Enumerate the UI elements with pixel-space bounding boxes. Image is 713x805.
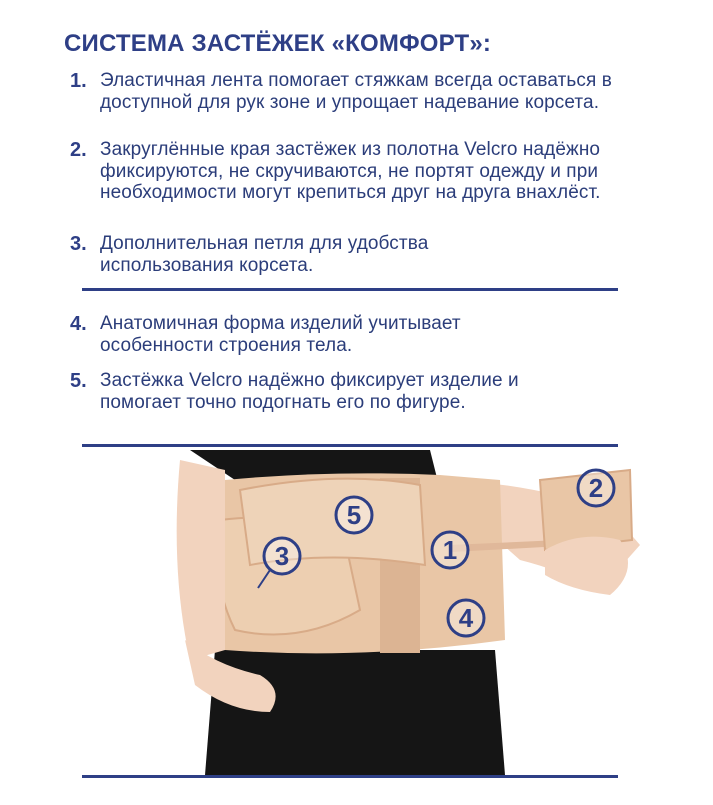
photo-bottom-divider bbox=[82, 775, 618, 778]
feature-item-5 bbox=[70, 370, 690, 413]
left-arm bbox=[177, 460, 225, 660]
feature-text: Эластичная лента помогает стяжкам всегда оставаться в доступной для рук зоне и упрощает надевание корсета. bbox=[100, 70, 612, 113]
marker-4 bbox=[448, 600, 484, 636]
page-title: СИСТЕМА ЗАСТЁЖЕК «КОМФОРТ»: bbox=[64, 30, 492, 57]
feature-item-3 bbox=[70, 233, 690, 276]
feature-number: 2. bbox=[70, 139, 87, 161]
feature-item-2 bbox=[70, 139, 690, 204]
marker-label: 2 bbox=[588, 473, 604, 503]
marker-label: 5 bbox=[346, 500, 362, 530]
feature-number: 5. bbox=[70, 370, 87, 392]
marker-label: 4 bbox=[458, 603, 474, 633]
right-hand bbox=[545, 537, 628, 595]
feature-text: Дополнительная петля для удобства использования корсета. bbox=[100, 233, 429, 276]
photo-top-divider bbox=[82, 444, 618, 447]
feature-number: 3. bbox=[70, 233, 87, 255]
feature-text: Закруглённые края застёжек из полотна Velcro надёжно фиксируются, не скручиваются, не портят одежду и при необходимости могут крепиться друг на друга внахлёст. bbox=[100, 139, 601, 203]
black-trousers bbox=[205, 650, 505, 775]
product-photo bbox=[0, 450, 713, 775]
marker-5 bbox=[336, 497, 372, 533]
corset-illustration bbox=[0, 450, 713, 775]
feature-number: 4. bbox=[70, 313, 87, 335]
feature-number: 1. bbox=[70, 70, 87, 92]
feature-text: Застёжка Velcro надёжно фиксирует изделие и помогает точно подогнать его по фигуре. bbox=[100, 370, 519, 413]
feature-item-4 bbox=[70, 313, 690, 356]
marker-2 bbox=[578, 470, 614, 506]
marker-label: 3 bbox=[274, 541, 290, 571]
marker-label: 1 bbox=[442, 535, 458, 565]
feature-text: Анатомичная форма изделий учитывает особенности строения тела. bbox=[100, 313, 461, 356]
feature-item-1 bbox=[70, 70, 690, 113]
section-divider bbox=[82, 288, 618, 291]
marker-1 bbox=[432, 532, 468, 568]
